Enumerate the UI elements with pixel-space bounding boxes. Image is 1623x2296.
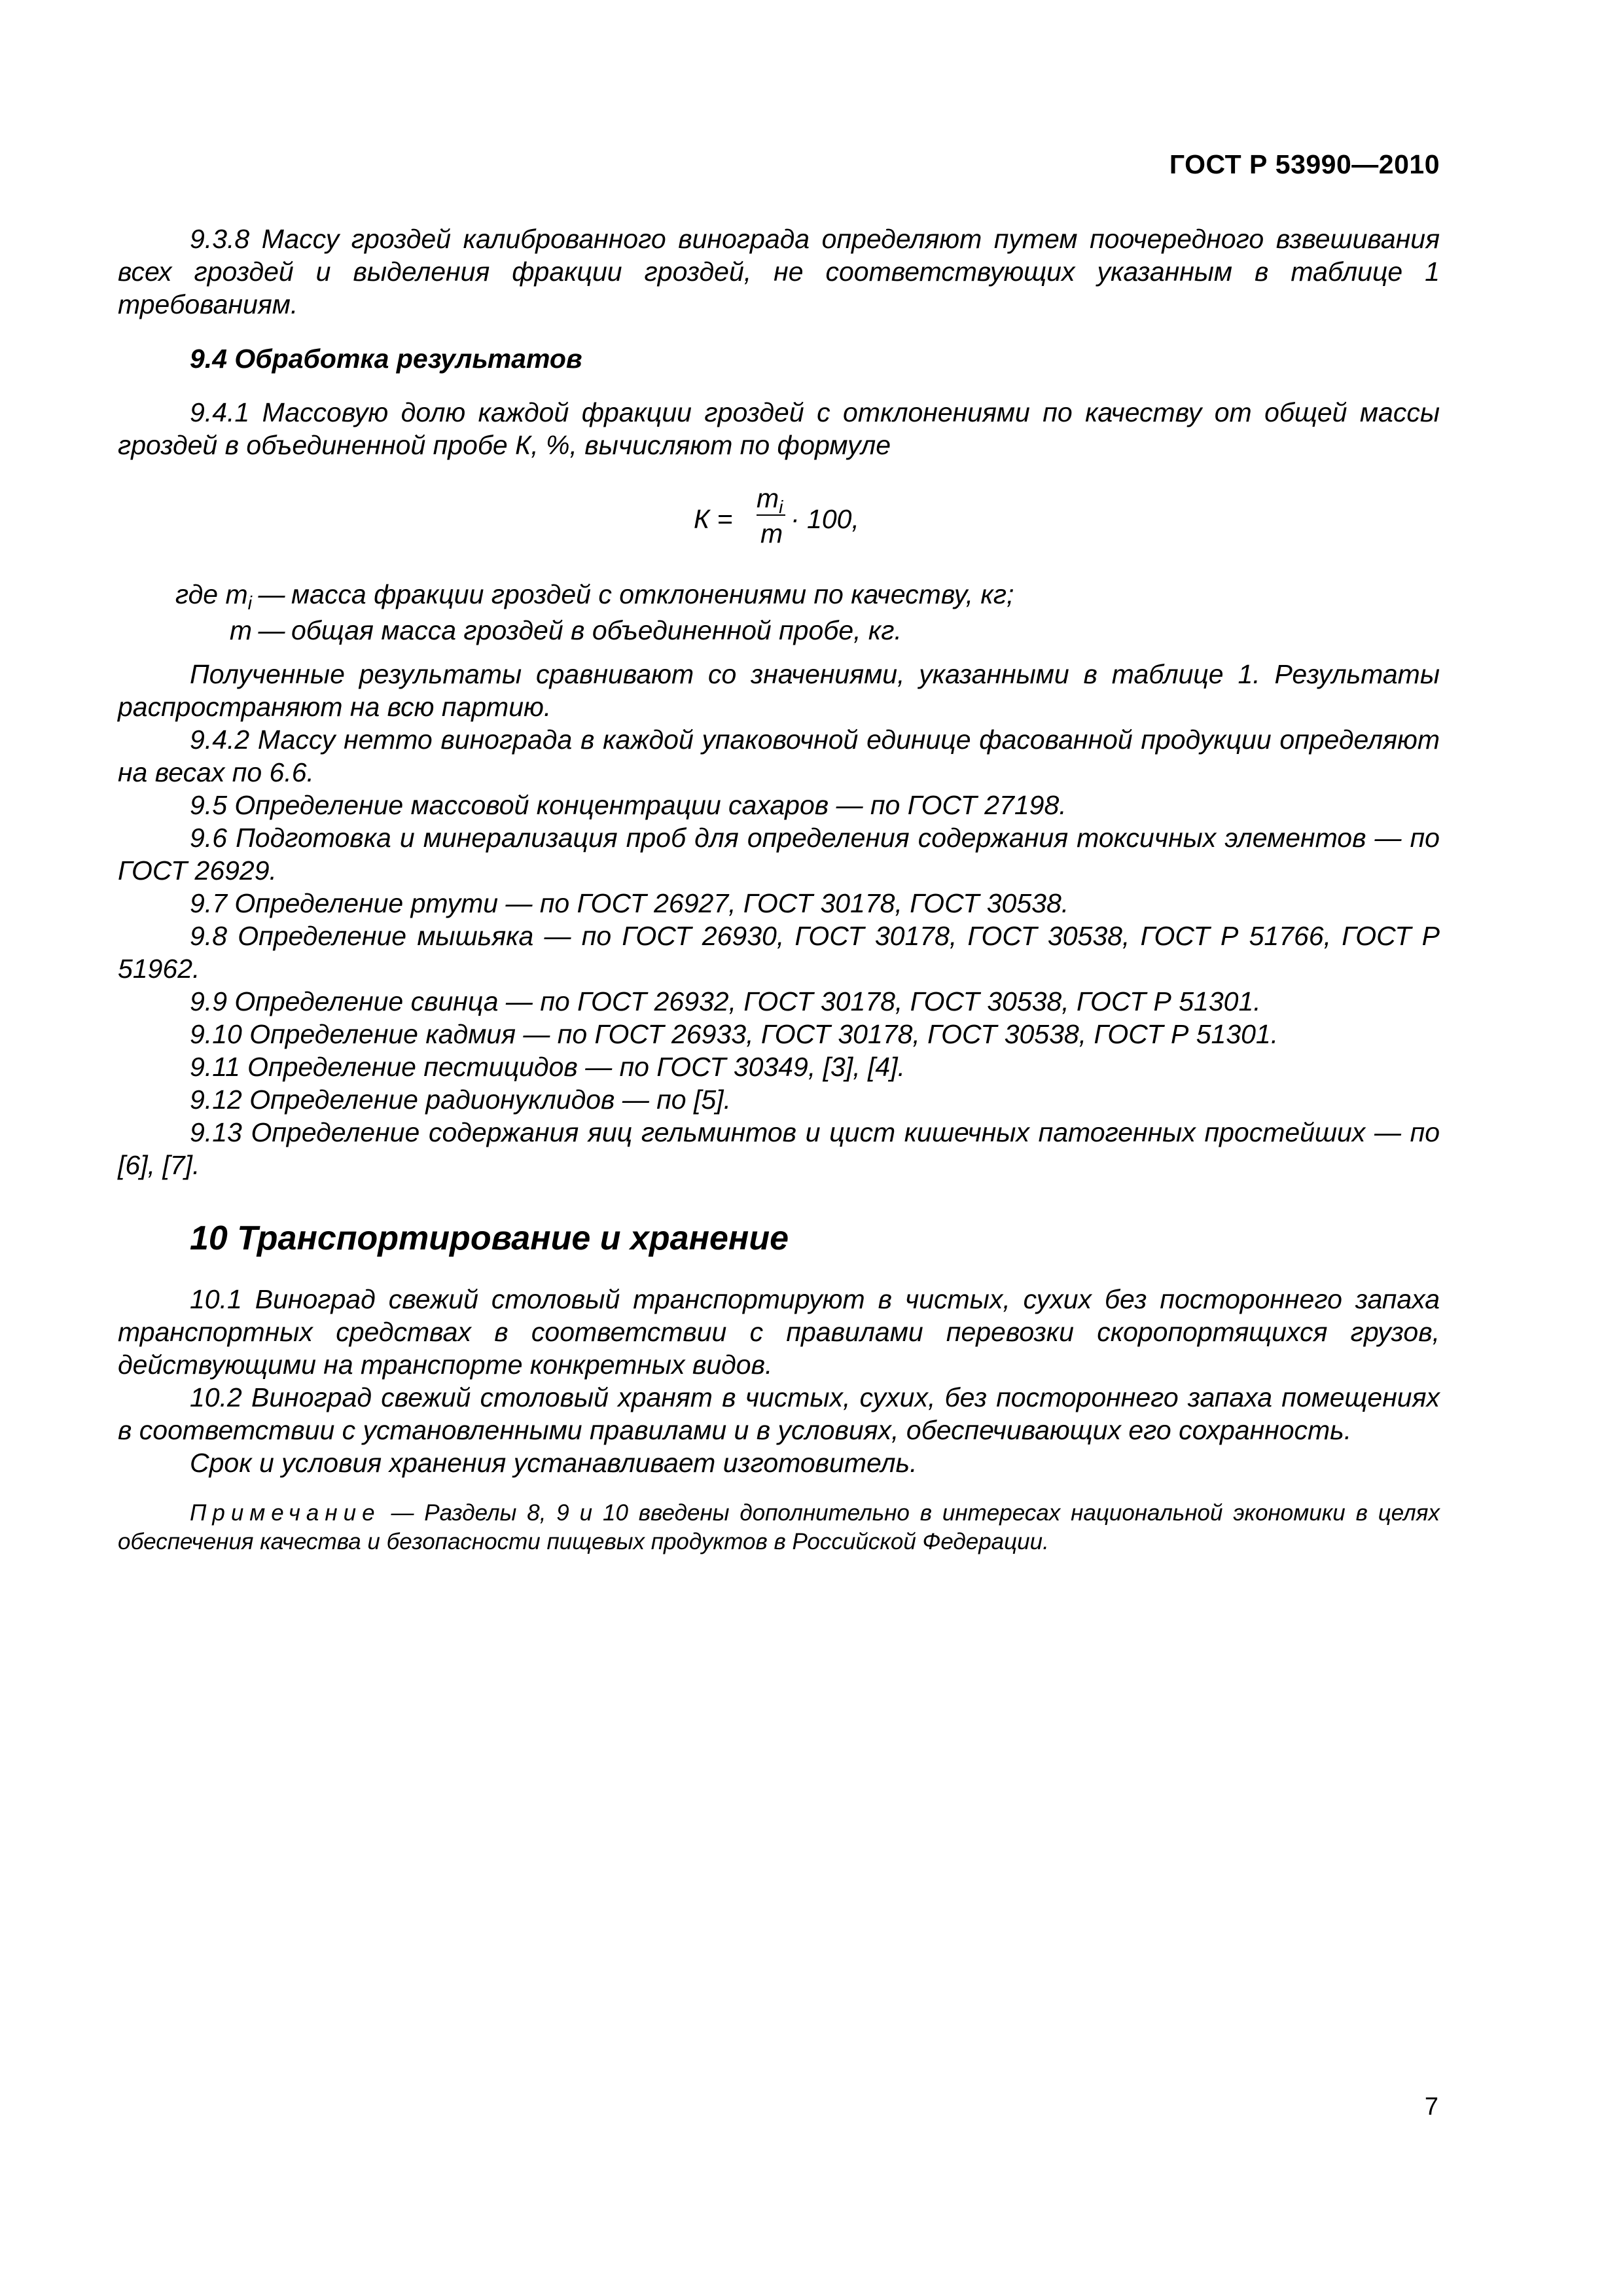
paragraph-10-2: 10.2 Виноград свежий столовый хранят в чистых, сухих, без постороннего запаха помещениях в соответствии с установленными правилами и в условиях, обеспечивающих его сохранность.	[118, 1382, 1440, 1445]
paragraph-9-8: 9.8 Определение мышьяка — по ГОСТ 26930, ГОСТ 30178, ГОСТ 30538, ГОСТ Р 51766, ГОСТ Р 51962.	[118, 921, 1440, 984]
where-sub: i	[247, 593, 252, 615]
page-number: 7	[1424, 2093, 1438, 2121]
where-text: масса фракции гроздей с отклонениями по качеству, кг;	[291, 579, 1014, 609]
where-symbol: m	[229, 615, 252, 645]
numerator-sub: i	[779, 497, 783, 518]
formula-k	[694, 484, 903, 550]
where-row-mi	[118, 579, 1014, 615]
where-var: m	[225, 579, 248, 609]
paragraph-10-1: 10.1 Виноград свежий столовый транспортируют в чистых, сухих без постороннего запаха транспортных средствах в соответствии с правилами перевозки скоропортящихся грузов, действующими на транспорте конкретных видов.	[118, 1284, 1440, 1380]
numerator-var: m	[757, 483, 779, 513]
paragraph-text: 9.3.8 Массу гроздей калиброванного винограда определяют путем поочередного взвешивания всех гроздей и выделения фракции гроздей, не соответствующих указанным в таблице 1 требованиям.	[118, 224, 1440, 319]
paragraph-9-9: 9.9 Определение свинца — по ГОСТ 26932, ГОСТ 30178, ГОСТ 30538, ГОСТ Р 51301.	[190, 986, 1261, 1016]
where-row-m	[118, 615, 902, 646]
paragraph-9-5: 9.5 Определение массовой концентрации сахаров — по ГОСТ 27198.	[190, 790, 1067, 820]
note-label: Примечание	[190, 1500, 381, 1526]
formula-numerator	[757, 483, 783, 518]
paragraph-9-6: 9.6 Подготовка и минерализация проб для определения содержания токсичных элементов — по ГОСТ 26929.	[118, 823, 1440, 886]
note	[118, 1499, 1440, 1556]
body-paragraphs	[118, 658, 1440, 1181]
paragraph-9-13: 9.13 Определение содержания яиц гельминтов и цист кишечных патогенных простейших — по [6], [7].	[118, 1117, 1440, 1180]
where-symbol	[118, 579, 252, 615]
where-dash: —	[258, 579, 285, 609]
paragraph-9-11: 9.11 Определение пестицидов — по ГОСТ 30349, [3], [4].	[190, 1052, 905, 1082]
formula-lhs: К =	[694, 504, 733, 534]
where-prefix: где	[175, 579, 219, 609]
paragraph-9-4-2: 9.4.2 Массу нетто винограда в каждой упаковочной единице фасованной продукции определяют на весах по 6.6.	[118, 725, 1440, 787]
paragraph-storage: Срок и условия хранения устанавливает изготовитель.	[190, 1448, 918, 1478]
section-heading-9-4: 9.4 Обработка результатов	[190, 344, 582, 374]
where-text: общая масса гроздей в объединенной пробе, кг.	[291, 615, 902, 645]
paragraph-text: 9.4.1 Массовую долю каждой фракции гроздей с отклонениями по качеству от общей массы гроздей в объединенной пробе К, %, вычисляют по формуле	[118, 397, 1440, 460]
fraction-bar	[757, 514, 785, 516]
paragraph-9-3-8	[118, 223, 1440, 321]
paragraph-results: Полученные результаты сравнивают со значениями, указанными в таблице 1. Результаты распространяют на всю партию.	[118, 659, 1440, 722]
section-heading-10: 10 Транспортирование и хранение	[190, 1219, 789, 1257]
paragraph-9-10: 9.10 Определение кадмия — по ГОСТ 26933, ГОСТ 30178, ГОСТ 30538, ГОСТ Р 51301.	[190, 1019, 1279, 1049]
paragraph-9-12: 9.12 Определение радионуклидов — по [5].	[190, 1085, 731, 1115]
note-text: — Разделы 8, 9 и 10 введены дополнительно в интересах национальной экономики в целях обеспечения качества и безопасности пищевых продуктов в Российской Федерации.	[118, 1500, 1440, 1554]
paragraph-9-7: 9.7 Определение ртути — по ГОСТ 26927, ГОСТ 30178, ГОСТ 30538.	[190, 888, 1069, 918]
document-header: ГОСТ Р 53990—2010	[1169, 149, 1440, 179]
formula-rhs: · 100,	[791, 504, 859, 534]
where-dash: —	[258, 615, 285, 645]
formula-denominator: m	[760, 518, 783, 548]
paragraph-9-4-1	[118, 396, 1440, 461]
section-10-paragraphs	[118, 1283, 1440, 1479]
